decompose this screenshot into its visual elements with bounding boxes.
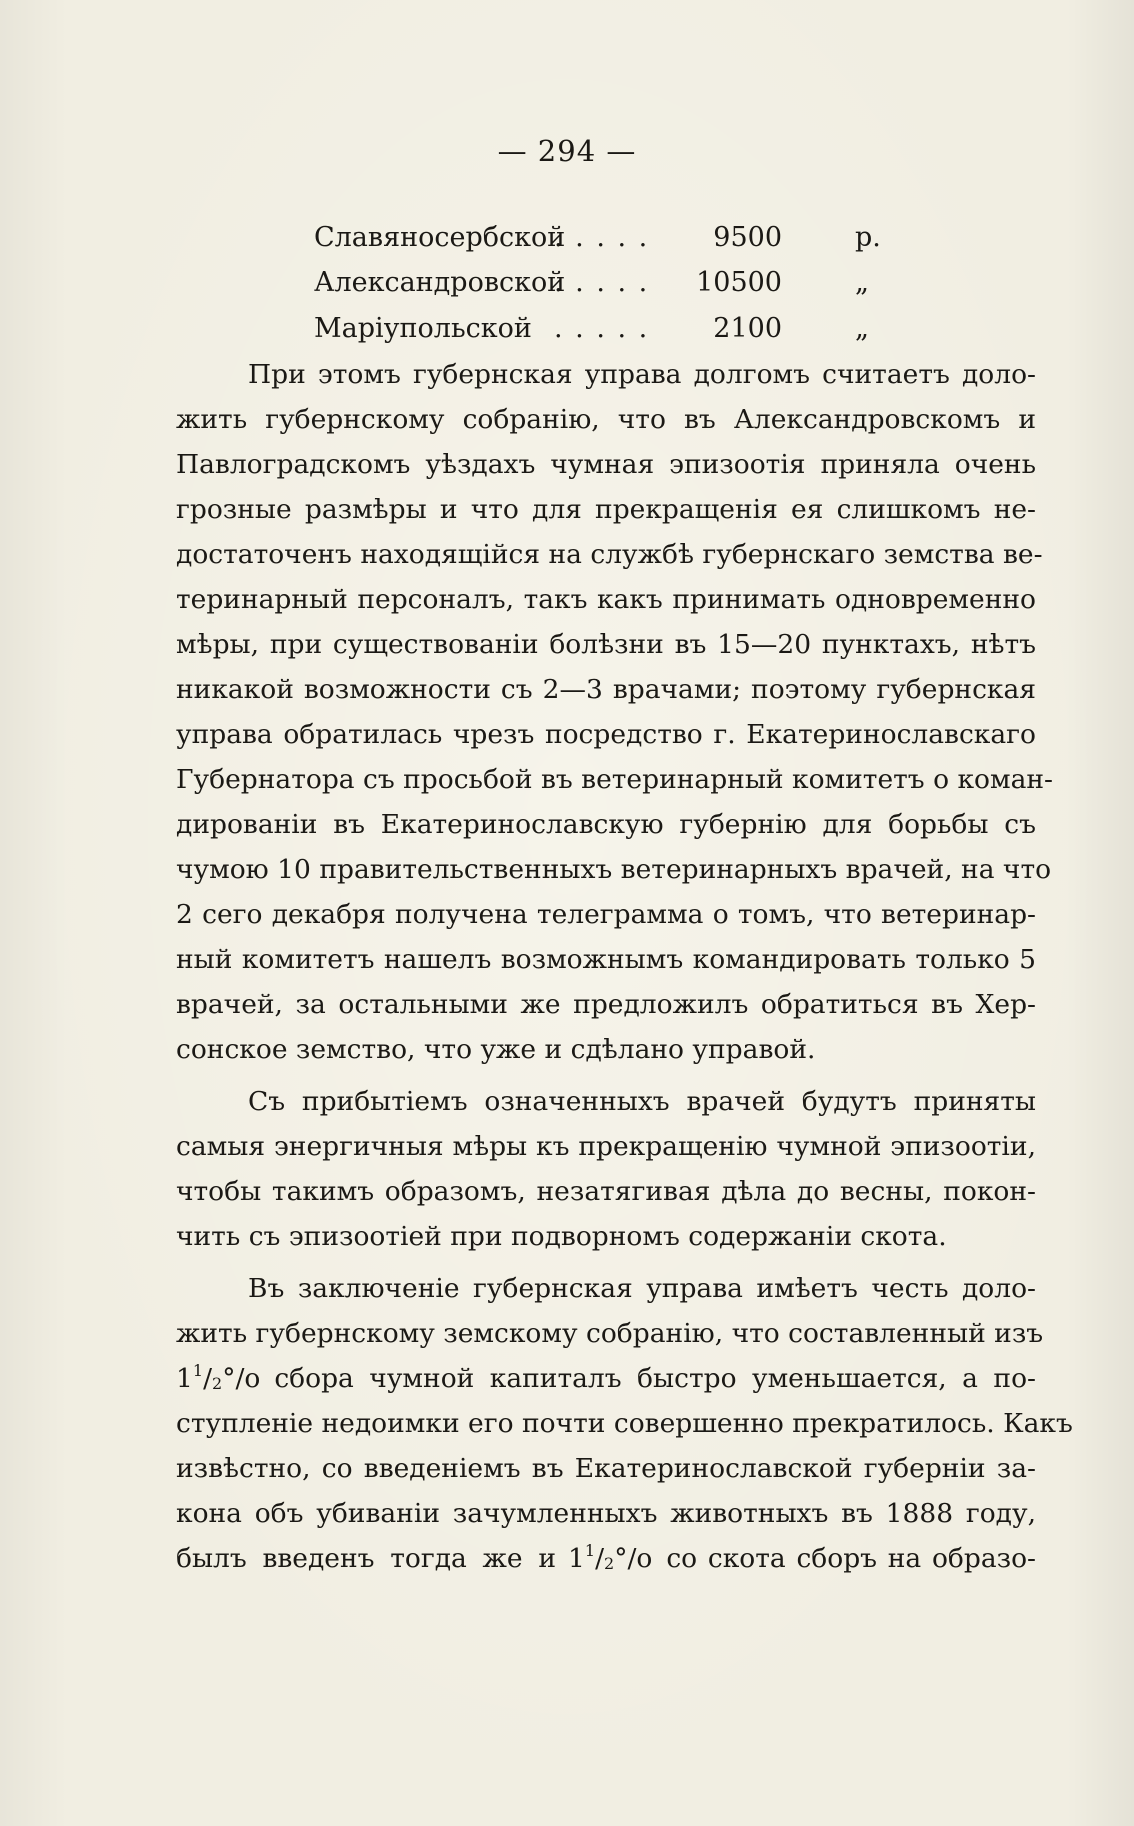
text-line-end: со скота сборъ на образо- [666, 1543, 1036, 1574]
text-line: жить губернскому земскому собранію, что составленный изъ [176, 1318, 1044, 1349]
text-line: врачей, за остальными же предложилъ обратиться въ Хер- [176, 989, 1036, 1020]
text-line: чумою 10 правительственныхъ ветеринарныхъ врачей, на что [176, 854, 1052, 885]
page-number: — 294 — [497, 134, 637, 168]
leader-dots: . . . . . [554, 222, 650, 253]
text-line: дированіи въ Екатеринославскую губернію для борьбы съ [176, 809, 1036, 840]
amount: 9500 [713, 222, 782, 253]
text-line: Съ прибытіемъ означенныхъ врачей будутъ приняты [248, 1086, 1036, 1117]
text-line [176, 1356, 1036, 1401]
text-line: грозные размѣры и что для прекращенія ея слишкомъ не- [176, 494, 1036, 525]
text-line: ступленіе недоимки его почти совершенно прекратилось. Какъ [176, 1408, 1073, 1439]
text-line: сонское земство, что уже и сдѣлано управой. [176, 1034, 816, 1065]
ditto-mark: „ [855, 313, 869, 344]
text-line: чить съ эпизоотіей при подворномъ содержаніи скота. [176, 1221, 947, 1252]
fraction-one-and-half-percent: $1^1/_2^\circ/o$ [568, 1541, 653, 1574]
district-name: Славяносербской [314, 222, 566, 253]
text-line: мѣры, при существованіи болѣзни въ 15—20 пунктахъ, нѣтъ [176, 629, 1036, 660]
text-line-rest: сбора чумной капиталъ быстро уменьшается, а по- [274, 1363, 1036, 1394]
table-row [314, 306, 914, 351]
text-line [176, 1536, 1036, 1581]
text-line: Павлоградскомъ уѣздахъ чумная эпизоотія приняла очень [176, 449, 1036, 480]
fraction-one-and-half-percent: $1^1/_2^\circ/o$ [176, 1361, 261, 1394]
text-line: чтобы такимъ образомъ, незатягивая дѣла до весны, покон- [176, 1176, 1036, 1207]
text-line-start: былъ введенъ тогда же и [176, 1543, 556, 1574]
district-name: Маріупольской [314, 313, 532, 344]
table-row [314, 260, 914, 305]
text-line: управа обратилась чрезъ посредство г. Екатеринославскаго [176, 719, 1036, 750]
district-name: Александровской [314, 267, 566, 298]
text-line: При этомъ губернская управа долгомъ считаетъ доло- [248, 359, 1036, 390]
table-row [314, 215, 914, 260]
text-line: Въ заключеніе губернская управа имѣетъ честь доло- [248, 1273, 1036, 1304]
text-line: теринарный персоналъ, такъ какъ принимать одновременно [176, 584, 1036, 615]
text-line: самыя энергичныя мѣры къ прекращенію чумной эпизоотіи, [176, 1131, 1036, 1162]
leader-dots: . . . . . [554, 313, 650, 344]
text-line: достаточенъ находящійся на службѣ губернскаго земства ве- [176, 539, 1043, 570]
text-line: ный комитетъ нашелъ возможнымъ командировать только 5 [176, 944, 1036, 975]
amount: 2100 [713, 313, 782, 344]
text-line: никакой возможности съ 2—3 врачами; поэтому губернская [176, 674, 1036, 705]
leader-dots: . . . . . [554, 267, 650, 298]
ditto-mark: „ [855, 267, 869, 298]
currency-unit: р. [855, 222, 881, 253]
text-line: 2 сего декабря получена телеграмма о томъ, что ветеринар- [176, 899, 1036, 930]
text-line: Губернатора съ просьбой въ ветеринарный комитетъ о коман- [176, 764, 1054, 795]
text-line: жить губернскому собранію, что въ Александровскомъ и [176, 404, 1036, 435]
text-line: кона объ убиваніи зачумленныхъ животныхъ въ 1888 году, [176, 1498, 1036, 1529]
amount: 10500 [696, 267, 782, 298]
text-line: извѣстно, со введеніемъ въ Екатеринославской губерніи за- [176, 1453, 1036, 1484]
